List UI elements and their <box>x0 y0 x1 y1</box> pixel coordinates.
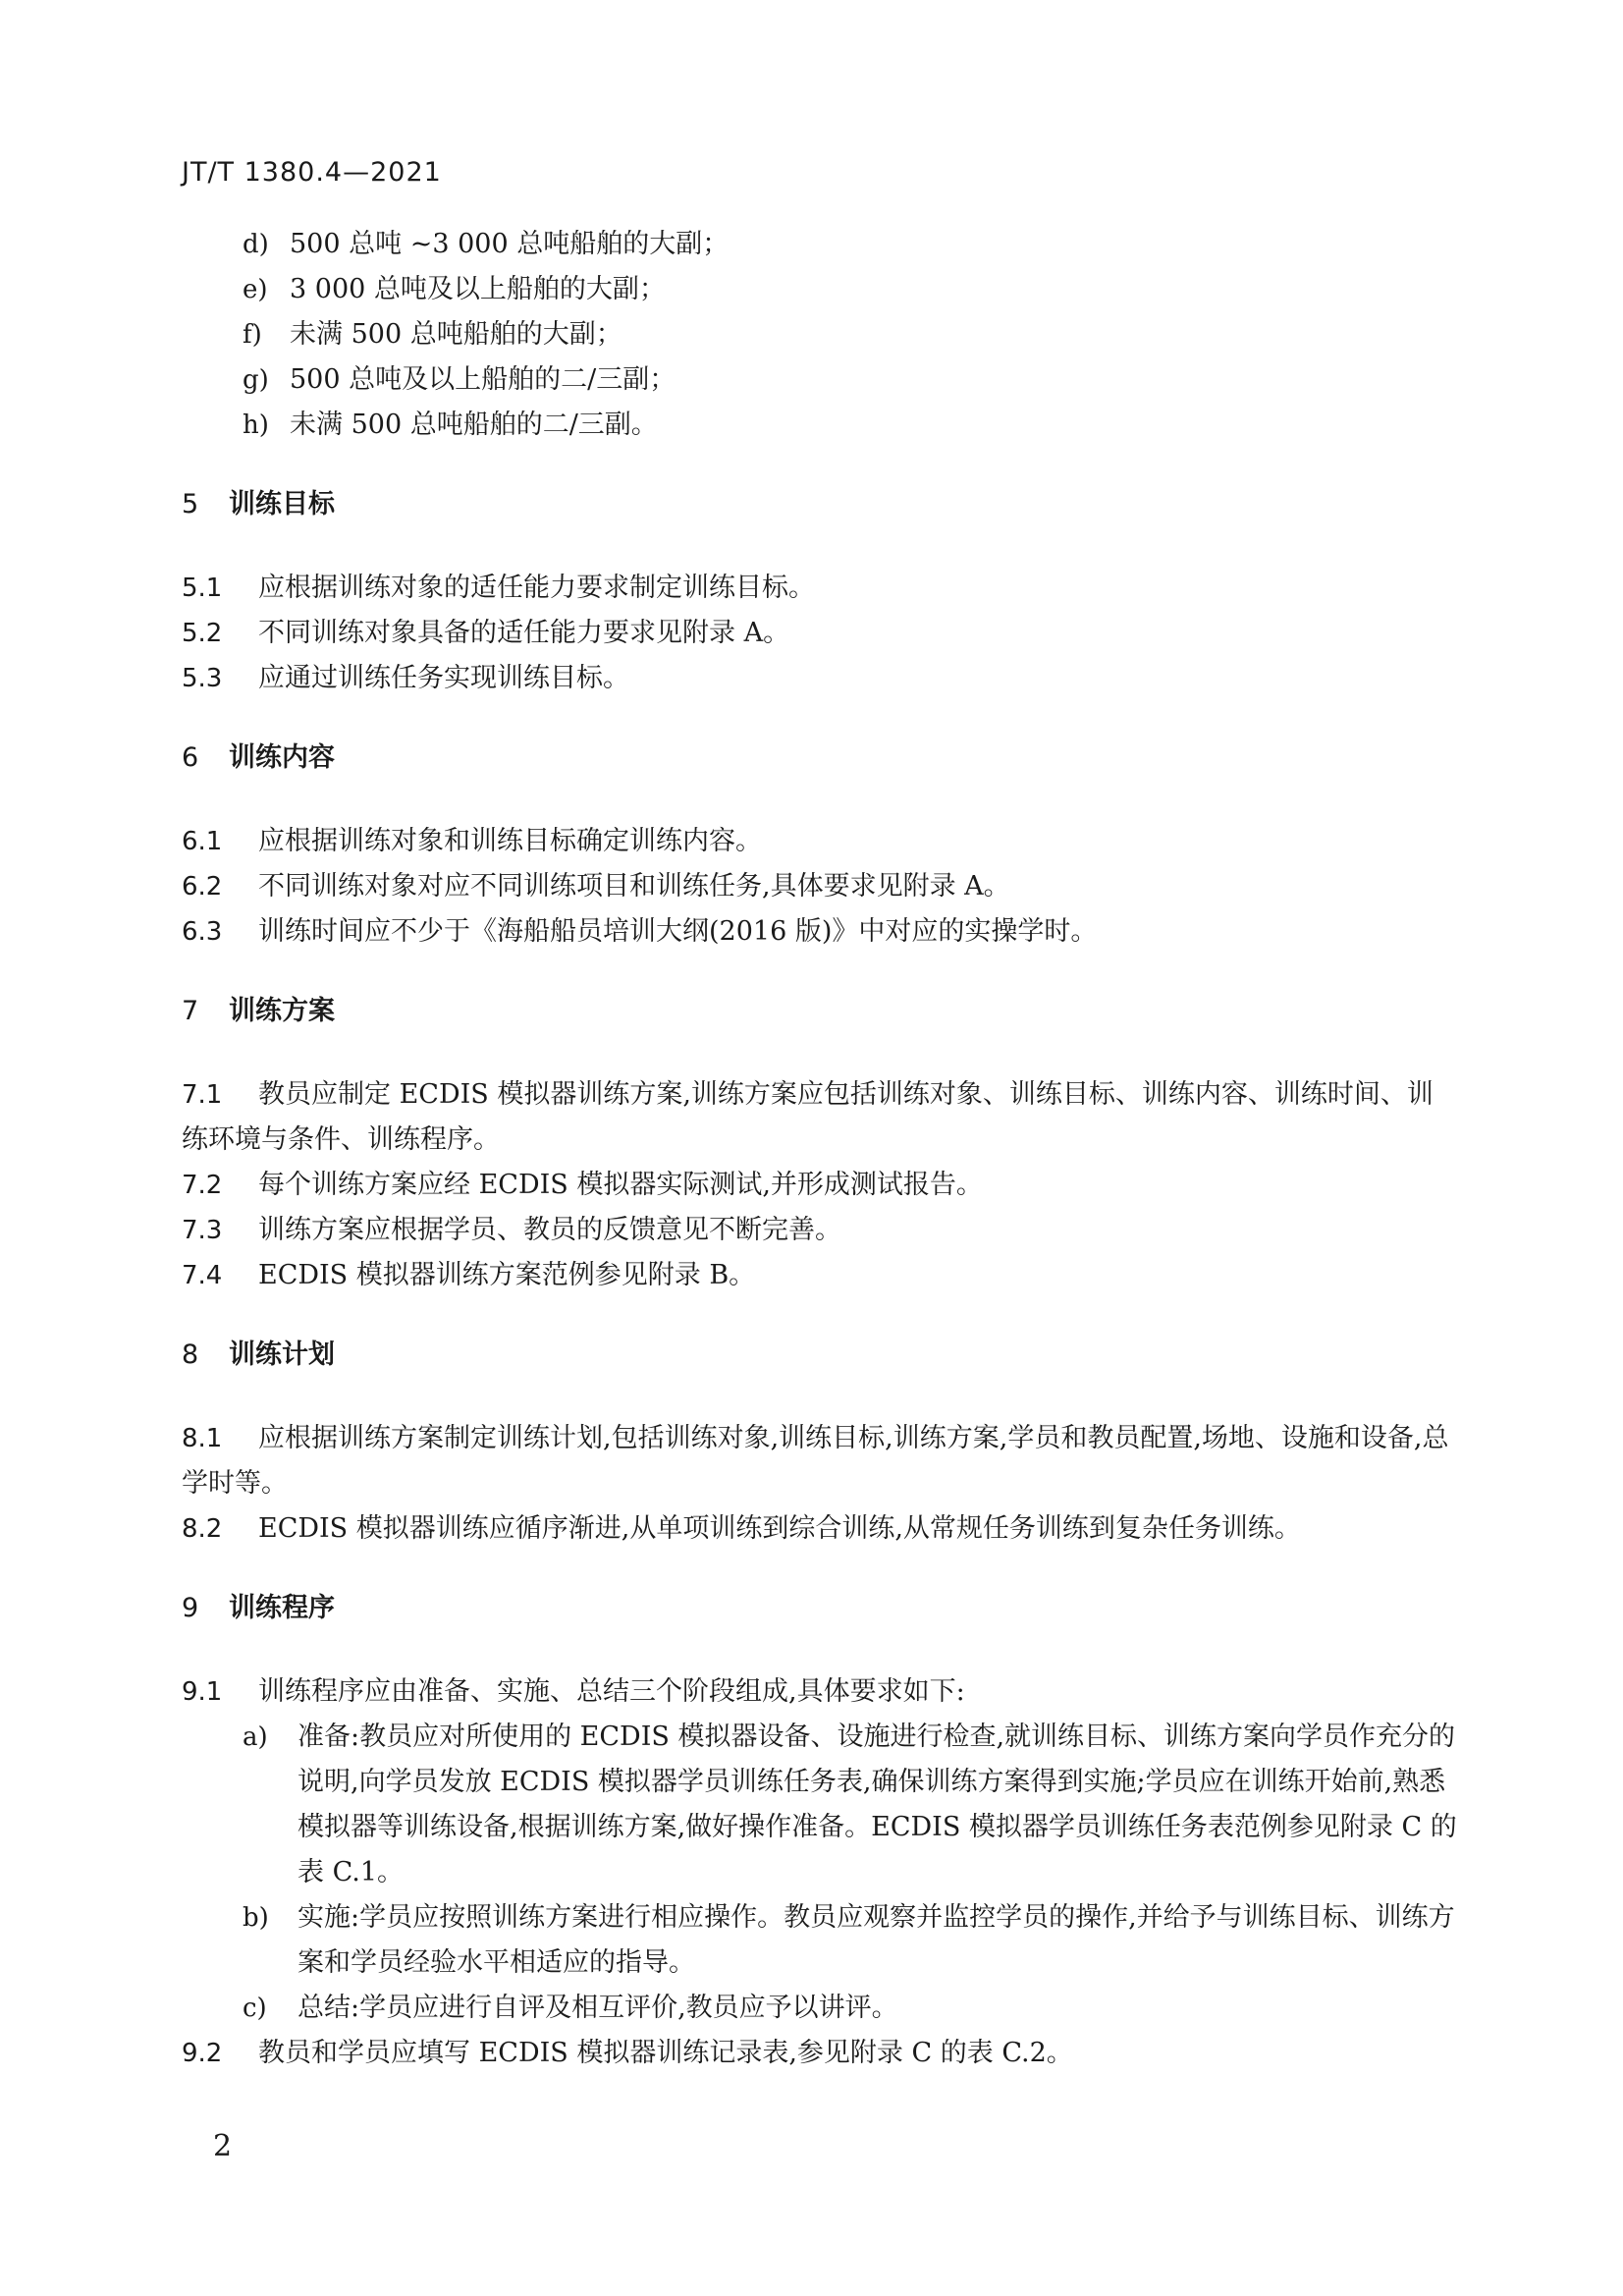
clause-7-4 <box>182 1253 1458 1298</box>
section-number: 8 <box>182 1339 199 1370</box>
clause-number: 7.2 <box>182 1171 223 1200</box>
section-number: 6 <box>182 742 199 773</box>
clause-text: 训练程序应由准备、实施、总结三个阶段组成,具体要求如下: <box>258 1676 965 1707</box>
list-item-text: 未满 500 总吨船舶的二/三副。 <box>290 410 658 440</box>
clause-number: 7.3 <box>182 1216 223 1245</box>
list-item-text: 500 总吨 ~3 000 总吨船舶的大副； <box>290 229 730 259</box>
clause-text: 应根据训练对象的适任能力要求制定训练目标。 <box>258 573 815 603</box>
list-item-text: 500 总吨及以上船舶的二/三副； <box>290 364 676 395</box>
clause-text: 每个训练方案应经 ECDIS 模拟器实际测试,并形成测试报告。 <box>258 1170 983 1200</box>
list-item-letter: h) <box>243 410 269 440</box>
clause-9-2 <box>182 2031 1458 2076</box>
section-title: 训练内容 <box>229 742 335 773</box>
clause-7-2 <box>182 1163 1458 1208</box>
list-item <box>182 222 1458 267</box>
clause-8-2 <box>182 1506 1458 1552</box>
clause-text: 应根据训练方案制定训练计划,包括训练对象,训练目标,训练方案,学员和教员配置,场地、设施和设备,总学时等。 <box>182 1423 1449 1499</box>
clause-number: 5.2 <box>182 619 223 648</box>
clause-6-2 <box>182 864 1458 909</box>
section-title: 训练目标 <box>229 489 335 519</box>
list-item <box>182 357 1458 403</box>
clause-text: 训练时间应不少于《海船船员培训大纲(2016 版)》中对应的实操学时。 <box>258 916 1098 947</box>
section-heading-8 <box>182 1334 1458 1377</box>
sub-item-a <box>182 1715 1458 1895</box>
sub-item-letter: b) <box>243 1903 269 1933</box>
clause-6-3 <box>182 909 1458 955</box>
clause-text: ECDIS 模拟器训练方案范例参见附录 B。 <box>258 1260 756 1290</box>
clause-text: 不同训练对象对应不同训练项目和训练任务,具体要求见附录 A。 <box>258 871 1010 902</box>
clause-text: ECDIS 模拟器训练应循序渐进,从单项训练到综合训练,从常规任务训练到复杂任务训练。 <box>258 1513 1301 1544</box>
document-body <box>182 222 1458 2076</box>
section-heading-5 <box>182 483 1458 526</box>
list-item <box>182 267 1458 312</box>
clause-text: 训练方案应根据学员、教员的反馈意见不断完善。 <box>258 1215 841 1245</box>
sub-item-text: 实施:学员应按照训练方案进行相应操作。教员应观察并监控学员的操作,并给予与训练目标、训练方案和学员经验水平相适应的指导。 <box>298 1902 1455 1978</box>
clause-text: 不同训练对象具备的适任能力要求见附录 A。 <box>258 618 790 648</box>
sub-item-letter: a) <box>243 1722 268 1752</box>
clause-6-1 <box>182 819 1458 864</box>
clause-number: 6.1 <box>182 827 223 856</box>
clause-number: 5.1 <box>182 574 223 603</box>
clause-number: 7.4 <box>182 1261 223 1290</box>
section-number: 7 <box>182 996 199 1026</box>
section-number: 9 <box>182 1593 199 1623</box>
clause-8-1 <box>182 1416 1458 1506</box>
list-item-letter: e) <box>243 275 268 304</box>
clause-number: 5.3 <box>182 664 223 693</box>
clause-5-2 <box>182 611 1458 656</box>
section-heading-6 <box>182 737 1458 780</box>
clause-text: 教员和学员应填写 ECDIS 模拟器训练记录表,参见附录 C 的表 C.2。 <box>258 2038 1073 2068</box>
trainee-list <box>182 222 1458 448</box>
sub-item-c <box>182 1986 1458 2031</box>
section-heading-9 <box>182 1587 1458 1630</box>
clause-text: 应通过训练任务实现训练目标。 <box>258 663 629 693</box>
sub-item-b <box>182 1895 1458 1986</box>
clause-7-1 <box>182 1072 1458 1163</box>
sub-item-text: 准备:教员应对所使用的 ECDIS 模拟器设备、设施进行检查,就训练目标、训练方案向学员作充分的说明,向学员发放 ECDIS 模拟器学员训练任务表,确保训练方案得到实施;学员应在训练开始前,熟悉模拟器等训练设备,根据训练方案,做好操作准备。ECDIS 模拟器学员训练任务表范例参见附录 C 的表 C.1。 <box>298 1722 1457 1887</box>
clause-5-1 <box>182 566 1458 611</box>
sub-item-text: 总结:学员应进行自评及相互评价,教员应予以讲评。 <box>298 1993 898 2023</box>
clause-number: 6.2 <box>182 872 223 902</box>
clause-text: 应根据训练对象和训练目标确定训练内容。 <box>258 826 762 856</box>
section-heading-7 <box>182 990 1458 1033</box>
list-item-text: 3 000 总吨及以上船舶的大副； <box>290 274 666 304</box>
list-item <box>182 403 1458 448</box>
section-title: 训练计划 <box>229 1339 335 1370</box>
standard-code-header: JT/T 1380.4—2021 <box>182 157 442 188</box>
section-title: 训练程序 <box>229 1593 335 1623</box>
page-number: 2 <box>213 2129 233 2163</box>
clause-9-1 <box>182 1669 1458 1715</box>
sub-item-letter: c) <box>243 1994 267 2023</box>
clause-number: 8.2 <box>182 1514 223 1544</box>
list-item-letter: f) <box>243 320 262 350</box>
list-item-letter: d) <box>243 230 269 259</box>
clause-number: 7.1 <box>182 1080 223 1110</box>
clause-number: 8.1 <box>182 1424 223 1453</box>
list-item-letter: g) <box>243 365 269 395</box>
clause-text: 教员应制定 ECDIS 模拟器训练方案,训练方案应包括训练对象、训练目标、训练内容、训练时间、训练环境与条件、训练程序。 <box>182 1079 1434 1155</box>
clause-number: 6.3 <box>182 917 223 947</box>
clause-5-3 <box>182 656 1458 701</box>
clause-number: 9.1 <box>182 1677 223 1707</box>
clause-number: 9.2 <box>182 2039 223 2068</box>
list-item-text: 未满 500 总吨船舶的大副； <box>290 319 622 350</box>
clause-7-3 <box>182 1208 1458 1253</box>
section-title: 训练方案 <box>229 996 335 1026</box>
list-item <box>182 312 1458 357</box>
section-number: 5 <box>182 489 199 519</box>
